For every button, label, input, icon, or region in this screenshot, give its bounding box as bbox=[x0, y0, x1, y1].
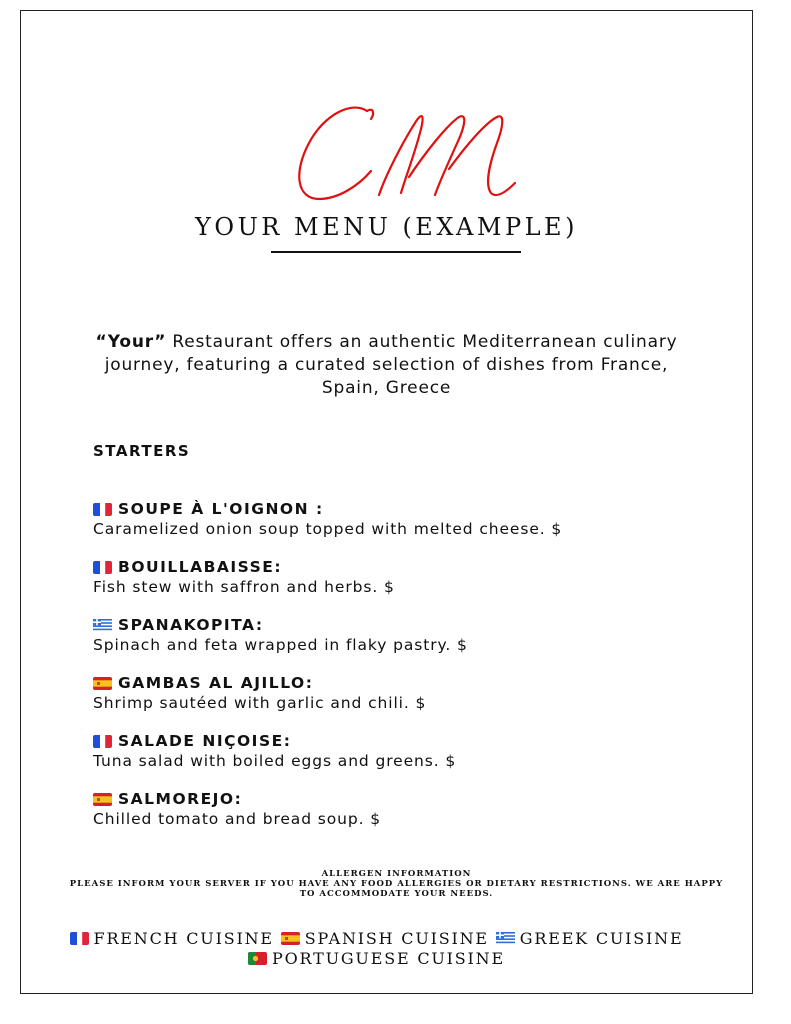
legend-entry-greek bbox=[496, 929, 684, 948]
menu-item-name: SOUPE À L'OIGNON : bbox=[118, 500, 324, 518]
legend-label: SPANISH CUISINE bbox=[304, 929, 489, 948]
intro-bold: “Your” bbox=[95, 332, 167, 352]
legend-entry-portuguese bbox=[248, 949, 505, 968]
menu-item-name: BOUILLABAISSE: bbox=[118, 558, 283, 576]
menu-item-description: Fish stew with saffron and herbs. $ bbox=[93, 578, 395, 596]
france-flag-icon bbox=[93, 561, 112, 574]
menu-item bbox=[93, 674, 733, 732]
intro-text: Restaurant offers an authentic Mediterranean culinary journey, featuring a curated selection of dishes from France, Spain, Greece bbox=[104, 332, 678, 398]
cuisine-legend bbox=[21, 929, 732, 969]
portugal-flag-icon bbox=[248, 952, 267, 965]
menu-item-name: SPANAKOPITA: bbox=[118, 616, 264, 634]
france-flag-icon bbox=[70, 932, 89, 945]
spain-flag-icon bbox=[93, 793, 112, 806]
menu-title: YOUR MENU (EXAMPLE) bbox=[195, 213, 578, 241]
menu-item-name: SALADE NIÇOISE: bbox=[118, 732, 292, 750]
starters-heading: STARTERS bbox=[93, 442, 191, 460]
menu-item bbox=[93, 616, 733, 674]
intro-paragraph bbox=[91, 331, 682, 400]
spain-flag-icon bbox=[281, 932, 300, 945]
menu-item-description: Chilled tomato and bread soup. $ bbox=[93, 810, 382, 828]
legend-entry-french bbox=[70, 929, 274, 948]
title-underline bbox=[271, 251, 521, 253]
legend-label: FRENCH CUISINE bbox=[93, 929, 274, 948]
legend-entry-spanish bbox=[281, 929, 489, 948]
menu-item bbox=[93, 732, 733, 790]
menu-item bbox=[93, 500, 733, 558]
france-flag-icon bbox=[93, 503, 112, 516]
legend-label: PORTUGUESE CUISINE bbox=[272, 949, 505, 968]
menu-page bbox=[20, 10, 753, 994]
spain-flag-icon bbox=[93, 677, 112, 690]
menu-item-description: Tuna salad with boiled eggs and greens. $ bbox=[93, 752, 457, 770]
menu-item-description: Spinach and feta wrapped in flaky pastry. $ bbox=[93, 636, 468, 654]
menu-item-description: Shrimp sautéed with garlic and chili. $ bbox=[93, 694, 427, 712]
starters-list bbox=[93, 500, 733, 848]
allergen-title: ALLERGEN INFORMATION bbox=[321, 869, 472, 879]
greece-flag-icon bbox=[496, 932, 515, 945]
legend-label: GREEK CUISINE bbox=[519, 929, 684, 948]
menu-item bbox=[93, 790, 733, 848]
france-flag-icon bbox=[93, 735, 112, 748]
menu-item-name: SALMOREJO: bbox=[118, 790, 243, 808]
allergen-info bbox=[61, 869, 732, 899]
menu-item-name: GAMBAS AL AJILLO: bbox=[118, 674, 314, 692]
greece-flag-icon bbox=[93, 619, 112, 632]
menu-item bbox=[93, 558, 733, 616]
cm-logo bbox=[289, 99, 539, 211]
allergen-text: PLEASE INFORM YOUR SERVER IF YOU HAVE ANY FOOD ALLERGIES OR DIETARY RESTRICTIONS. WE ARE HAPPY TO ACCOMMODATE YOUR NEEDS. bbox=[69, 879, 724, 899]
menu-item-description: Caramelized onion soup topped with melted cheese. $ bbox=[93, 520, 563, 538]
